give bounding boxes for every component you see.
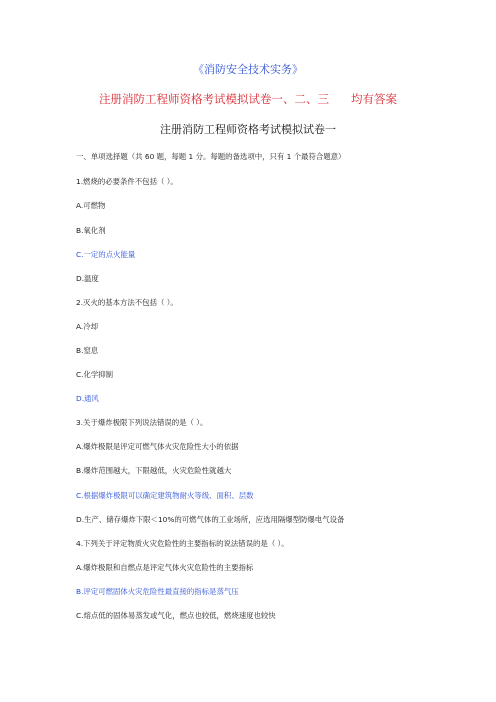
- answers-included-note: 均有答案: [351, 92, 397, 106]
- question-4: 4.下列关于评定物质火灾危险性的主要指标的说法错误的是（ ）。: [76, 539, 289, 548]
- question-4-option-a: A.爆炸极限和自燃点是评定气体火灾危险性的主要指标: [76, 563, 254, 572]
- question-1-option-c: C.一定的点火能量: [76, 250, 136, 259]
- exam-series-title: [0, 92, 496, 107]
- question-4-option-c: C.熔点低的固体易蒸发或气化，燃点也较低，燃烧速度也较快: [76, 611, 276, 620]
- exam-series-title-main: 注册消防工程师资格考试模拟试卷一、二、三: [99, 92, 329, 106]
- question-4-option-b: B.评定可燃固体火灾危险性最直接的指标是蒸气压: [76, 587, 239, 596]
- question-3-option-c: C.根据爆炸极限可以确定建筑物耐火等级、面积、层数: [76, 491, 254, 500]
- question-2-option-c: C.化学抑制: [76, 370, 114, 379]
- question-2-option-d: D.通风: [76, 394, 99, 403]
- question-3-option-a: A.爆炸极限是评定可燃气体火灾危险性大小的依据: [76, 442, 239, 451]
- question-1-option-a: A.可燃物: [76, 201, 106, 210]
- section-heading: 一、单项选择题（共 60 题，每题 1 分。每题的备选项中，只有 1 个最符合题意）: [76, 152, 346, 161]
- book-title: 《消防安全技术实务》: [193, 63, 303, 76]
- question-1-option-b: B.氧化剂: [76, 226, 106, 235]
- question-3-option-d: D.生产、储存爆炸下限＜10%的可燃气体的工业场所，应选用隔爆型防爆电气设备: [76, 515, 345, 524]
- question-3: 3.关于爆炸极限下列说法错误的是（ ）。: [76, 418, 208, 427]
- exam-title: 注册消防工程师资格考试模拟试卷一: [160, 123, 336, 136]
- question-2-option-a: A.冷却: [76, 322, 99, 331]
- question-2-option-b: B.窒息: [76, 346, 99, 355]
- question-1: 1.燃烧的必要条件不包括（ ）。: [76, 177, 178, 186]
- question-3-option-b: B.爆炸范围越大，下限越低，火灾危险性就越大: [76, 466, 232, 475]
- question-2: 2.灭火的基本方法不包括（ ）。: [76, 298, 178, 307]
- question-1-option-d: D.温度: [76, 274, 99, 283]
